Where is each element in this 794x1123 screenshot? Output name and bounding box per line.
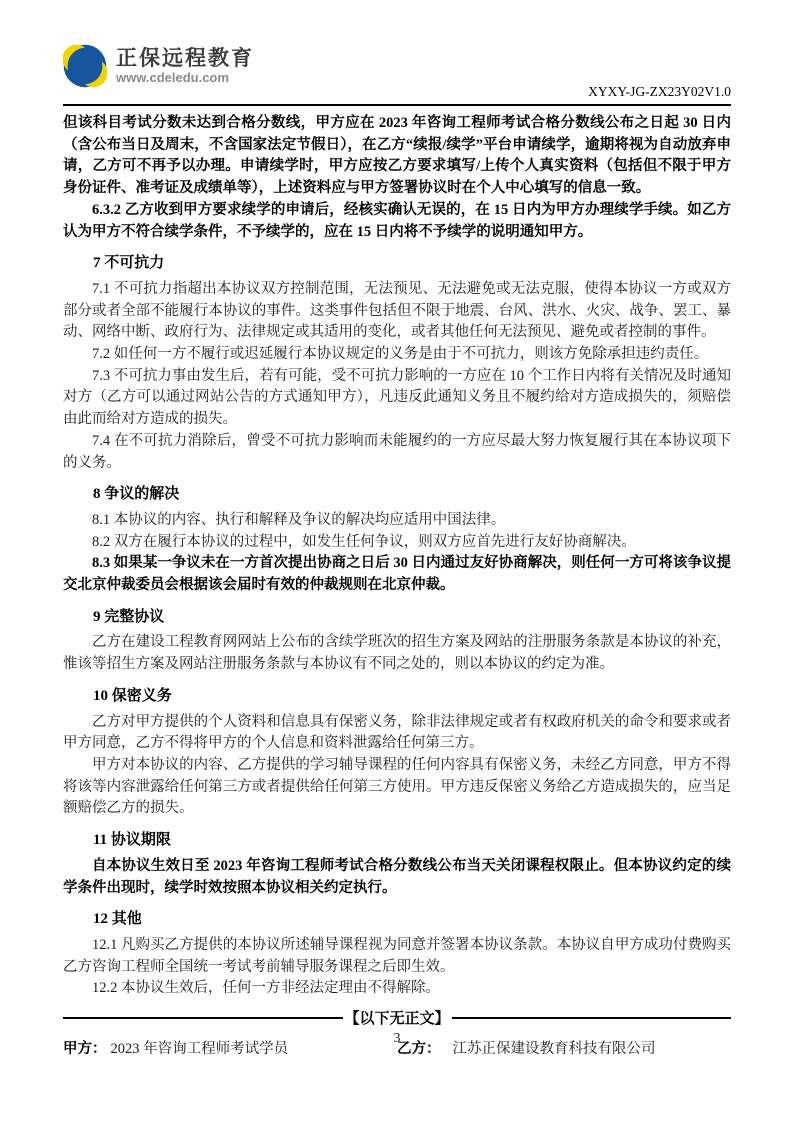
contract-paragraph: 甲方对本协议的内容、乙方提供的学习辅导课程的任何内容具有保密义务，未经乙方同意，甲方不得将该等内容泄露给任何第三方或者提供给任何第三方使用。甲方违反保密义务给乙方造成损失的，应当足额赔偿乙方的损失。 (63, 756, 731, 817)
contract-paragraph: 但该科目考试分数未达到合格分数线，甲方应在 2023 年咨询工程师考试合格分数线公布之日起 30 日内（含公布当日及周末，不含国家法定节假日），在乙方“续报/续学”平台申请续学，逾期将视为自动放弃申请，乙方可不再予以办理。申请续学时，甲方应按乙方要求填写/上传个人真实资料（包括但不限于甲方身份证件、准考证及成绩单等），上述资料应与甲方签署协议时在个人中心填写的信息一致。 (63, 115, 731, 197)
contract-body (63, 106, 731, 1000)
party-b-value: 江苏正保建设教育科技有限公司 (452, 1041, 656, 1058)
page-number: 3 (393, 1031, 401, 1046)
end-of-text-divider (63, 1007, 731, 1028)
logo-block (63, 44, 731, 88)
section-heading: 9 完整协议 (93, 608, 165, 625)
cdel-logo-icon (63, 44, 107, 88)
contract-paragraph: 7.2 如任何一方不履行或迟延履行本协议规定的义务是由于不可抗力，则该方免除承担违约责任。 (92, 346, 709, 363)
document-version-code: XYXY-JG-ZX23Y02V1.0 (588, 84, 731, 99)
contract-paragraph: 12.2 本协议生效后，任何一方非经法定理由不得解除。 (92, 980, 440, 997)
contract-paragraph: 8.2 双方在履行本协议的过程中，如发生任何争议，则双方应首先进行友好协商解决。 (92, 533, 636, 550)
section-heading: 12 其他 (93, 911, 142, 928)
contract-paragraph: 6.3.2 乙方收到甲方要求续学的申请后，经核实确认无误的，在 15 日内为甲方办理续学手续。如乙方认为甲方不符合续学条件，不予续学的，应在 15 日内将不予续学的说明通知甲方。 (63, 201, 731, 240)
party-a-value: 2023 年咨询工程师考试学员 (110, 1041, 289, 1058)
section-heading: 10 保密义务 (93, 687, 172, 704)
contract-paragraph: 自本协议生效日至 2023 年咨询工程师考试合格分数线公布当天关闭课程权限止。但本协议约定的续学条件出现时，续学时效按照本协议相关约定执行。 (63, 857, 731, 896)
contract-paragraph: 乙方在建设工程教育网网站上公布的含续学班次的招生方案及网站的注册服务条款是本协议的补充，惟该等招生方案及网站注册服务条款与本协议有不同之处的，则以本协议的约定为准。 (63, 634, 731, 673)
section-heading: 8 争议的解决 (93, 486, 180, 503)
divider-line-left (63, 1017, 343, 1019)
logo-texts (116, 47, 254, 86)
contract-paragraph: 7.4 在不可抗力消除后，曾受不可抗力影响而未能履约的一方应尽最大努力恢复履行其在本协议项下的义务。 (63, 432, 731, 471)
section-heading: 7 不可抗力 (93, 255, 165, 272)
contract-paragraph: 7.1 不可抗力指超出本协议双方控制范围，无法预见、无法避免或无法克服，使得本协议一方或双方部分或者全部不能履行本协议的事件。这类事件包括但不限于地震、台风、洪水、火灾、战争、罢工、暴动、网络中断、政府行为、法律规定或其适用的变化，或者其他任何无法预见、避免或者控制的事件。 (63, 280, 731, 341)
party-a-label: 甲方： (63, 1041, 107, 1058)
contract-paragraph: 12.1 凡购买乙方提供的本协议所述辅导课程视为同意并签署本协议条款。本协议自甲方成功付费购买乙方咨询工程师全国统一考试考前辅导服务课程之后即生效。 (63, 936, 731, 975)
logo-url: www.cdeledu.com (116, 69, 229, 85)
end-of-text-label: 【以下无正文】 (344, 1011, 450, 1028)
contract-paragraph: 乙方对甲方提供的个人资料和信息具有保密义务，除非法律规定或者有权政府机关的命令和要求或者甲方同意，乙方不得将甲方的个人信息和资料泄露给任何第三方。 (63, 713, 731, 752)
contract-paragraph: 7.3 不可抗力事由发生后，若有可能，受不可抗力影响的一方应在 10 个工作日内将有关情况及时通知对方（乙方可以通过网站公告的方式通知甲方），凡违反此通知义务且不履约给对方造成损失的，须赔偿由此而给对方造成的损失。 (63, 367, 731, 428)
section-heading: 11 协议期限 (93, 832, 171, 849)
divider-line-right (452, 1017, 732, 1019)
logo-title: 正保远程教育 (116, 46, 254, 70)
contract-paragraph: 8.3 如果某一争议未在一方首次提出协商之日后 30 日内通过友好协商解决，则任何一方可将该争议提交北京仲裁委员会根据该会届时有效的仲裁规则在北京仲裁。 (63, 555, 731, 594)
page-header (63, 44, 731, 106)
party-b-label: 乙方： (397, 1041, 441, 1058)
contract-paragraph: 8.1 本协议的内容、执行和解释及争议的解决均应适用中国法律。 (92, 511, 506, 528)
